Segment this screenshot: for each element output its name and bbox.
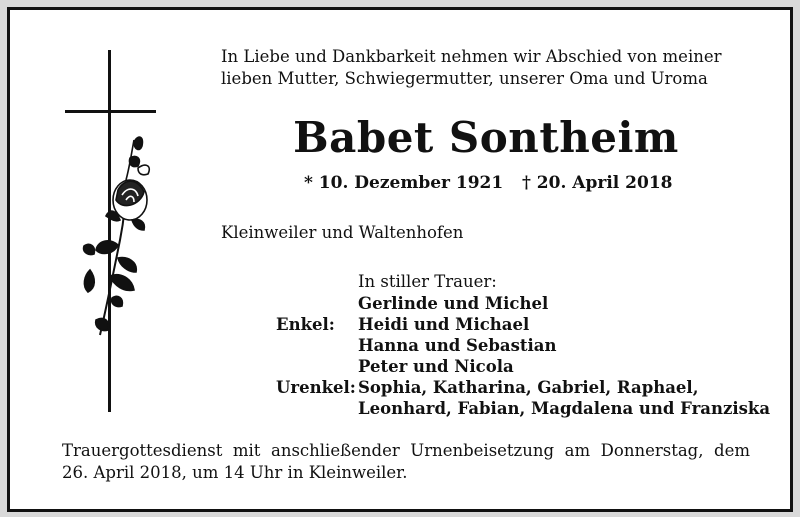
- cross-icon: [65, 50, 156, 412]
- mourner-text: Hanna und Sebastian: [358, 336, 557, 355]
- mourner-label: Urenkel:: [276, 378, 356, 397]
- service-line-1: Trauergottesdienst mit anschließender Urnenbeisetzung am Donnerstag, dem: [62, 441, 750, 460]
- birth-date: * 10. Dezember 1921: [304, 173, 504, 193]
- cross-with-rose-illustration: [60, 50, 170, 415]
- mourner-text: Leonhard, Fabian, Magdalena und Franziska: [358, 399, 771, 418]
- mourner-text: Gerlinde und Michel: [358, 294, 549, 313]
- mourner-row: [358, 356, 514, 378]
- mourner-text: Peter und Nicola: [358, 357, 514, 376]
- mourner-row: [358, 293, 548, 315]
- rose-icon: [84, 137, 150, 335]
- service-line-2: 26. April 2018, um 14 Uhr in Kleinweiler.: [62, 463, 408, 482]
- mourner-label: Enkel:: [276, 315, 335, 334]
- place-text: Kleinweiler und Waltenhofen: [221, 223, 464, 242]
- intro-line-1: In Liebe und Dankbarkeit nehmen wir Abschied von meiner: [221, 47, 722, 66]
- mourner-row: [358, 335, 557, 357]
- mourner-text: Heidi und Michael: [358, 315, 530, 334]
- service-notice: [62, 440, 750, 484]
- mourner-row: [358, 398, 770, 420]
- intro-text: [221, 46, 722, 90]
- mourner-row: [358, 377, 698, 399]
- mourner-text: Sophia, Katharina, Gabriel, Raphael,: [358, 378, 699, 397]
- mourner-row: [358, 314, 529, 336]
- obituary-card: [7, 7, 793, 512]
- deceased-name: Babet Sontheim: [293, 113, 679, 162]
- mourning-heading: In stiller Trauer:: [358, 272, 497, 291]
- intro-line-2: lieben Mutter, Schwiegermutter, unserer Oma und Uroma: [221, 69, 708, 88]
- death-date: † 20. April 2018: [522, 173, 673, 193]
